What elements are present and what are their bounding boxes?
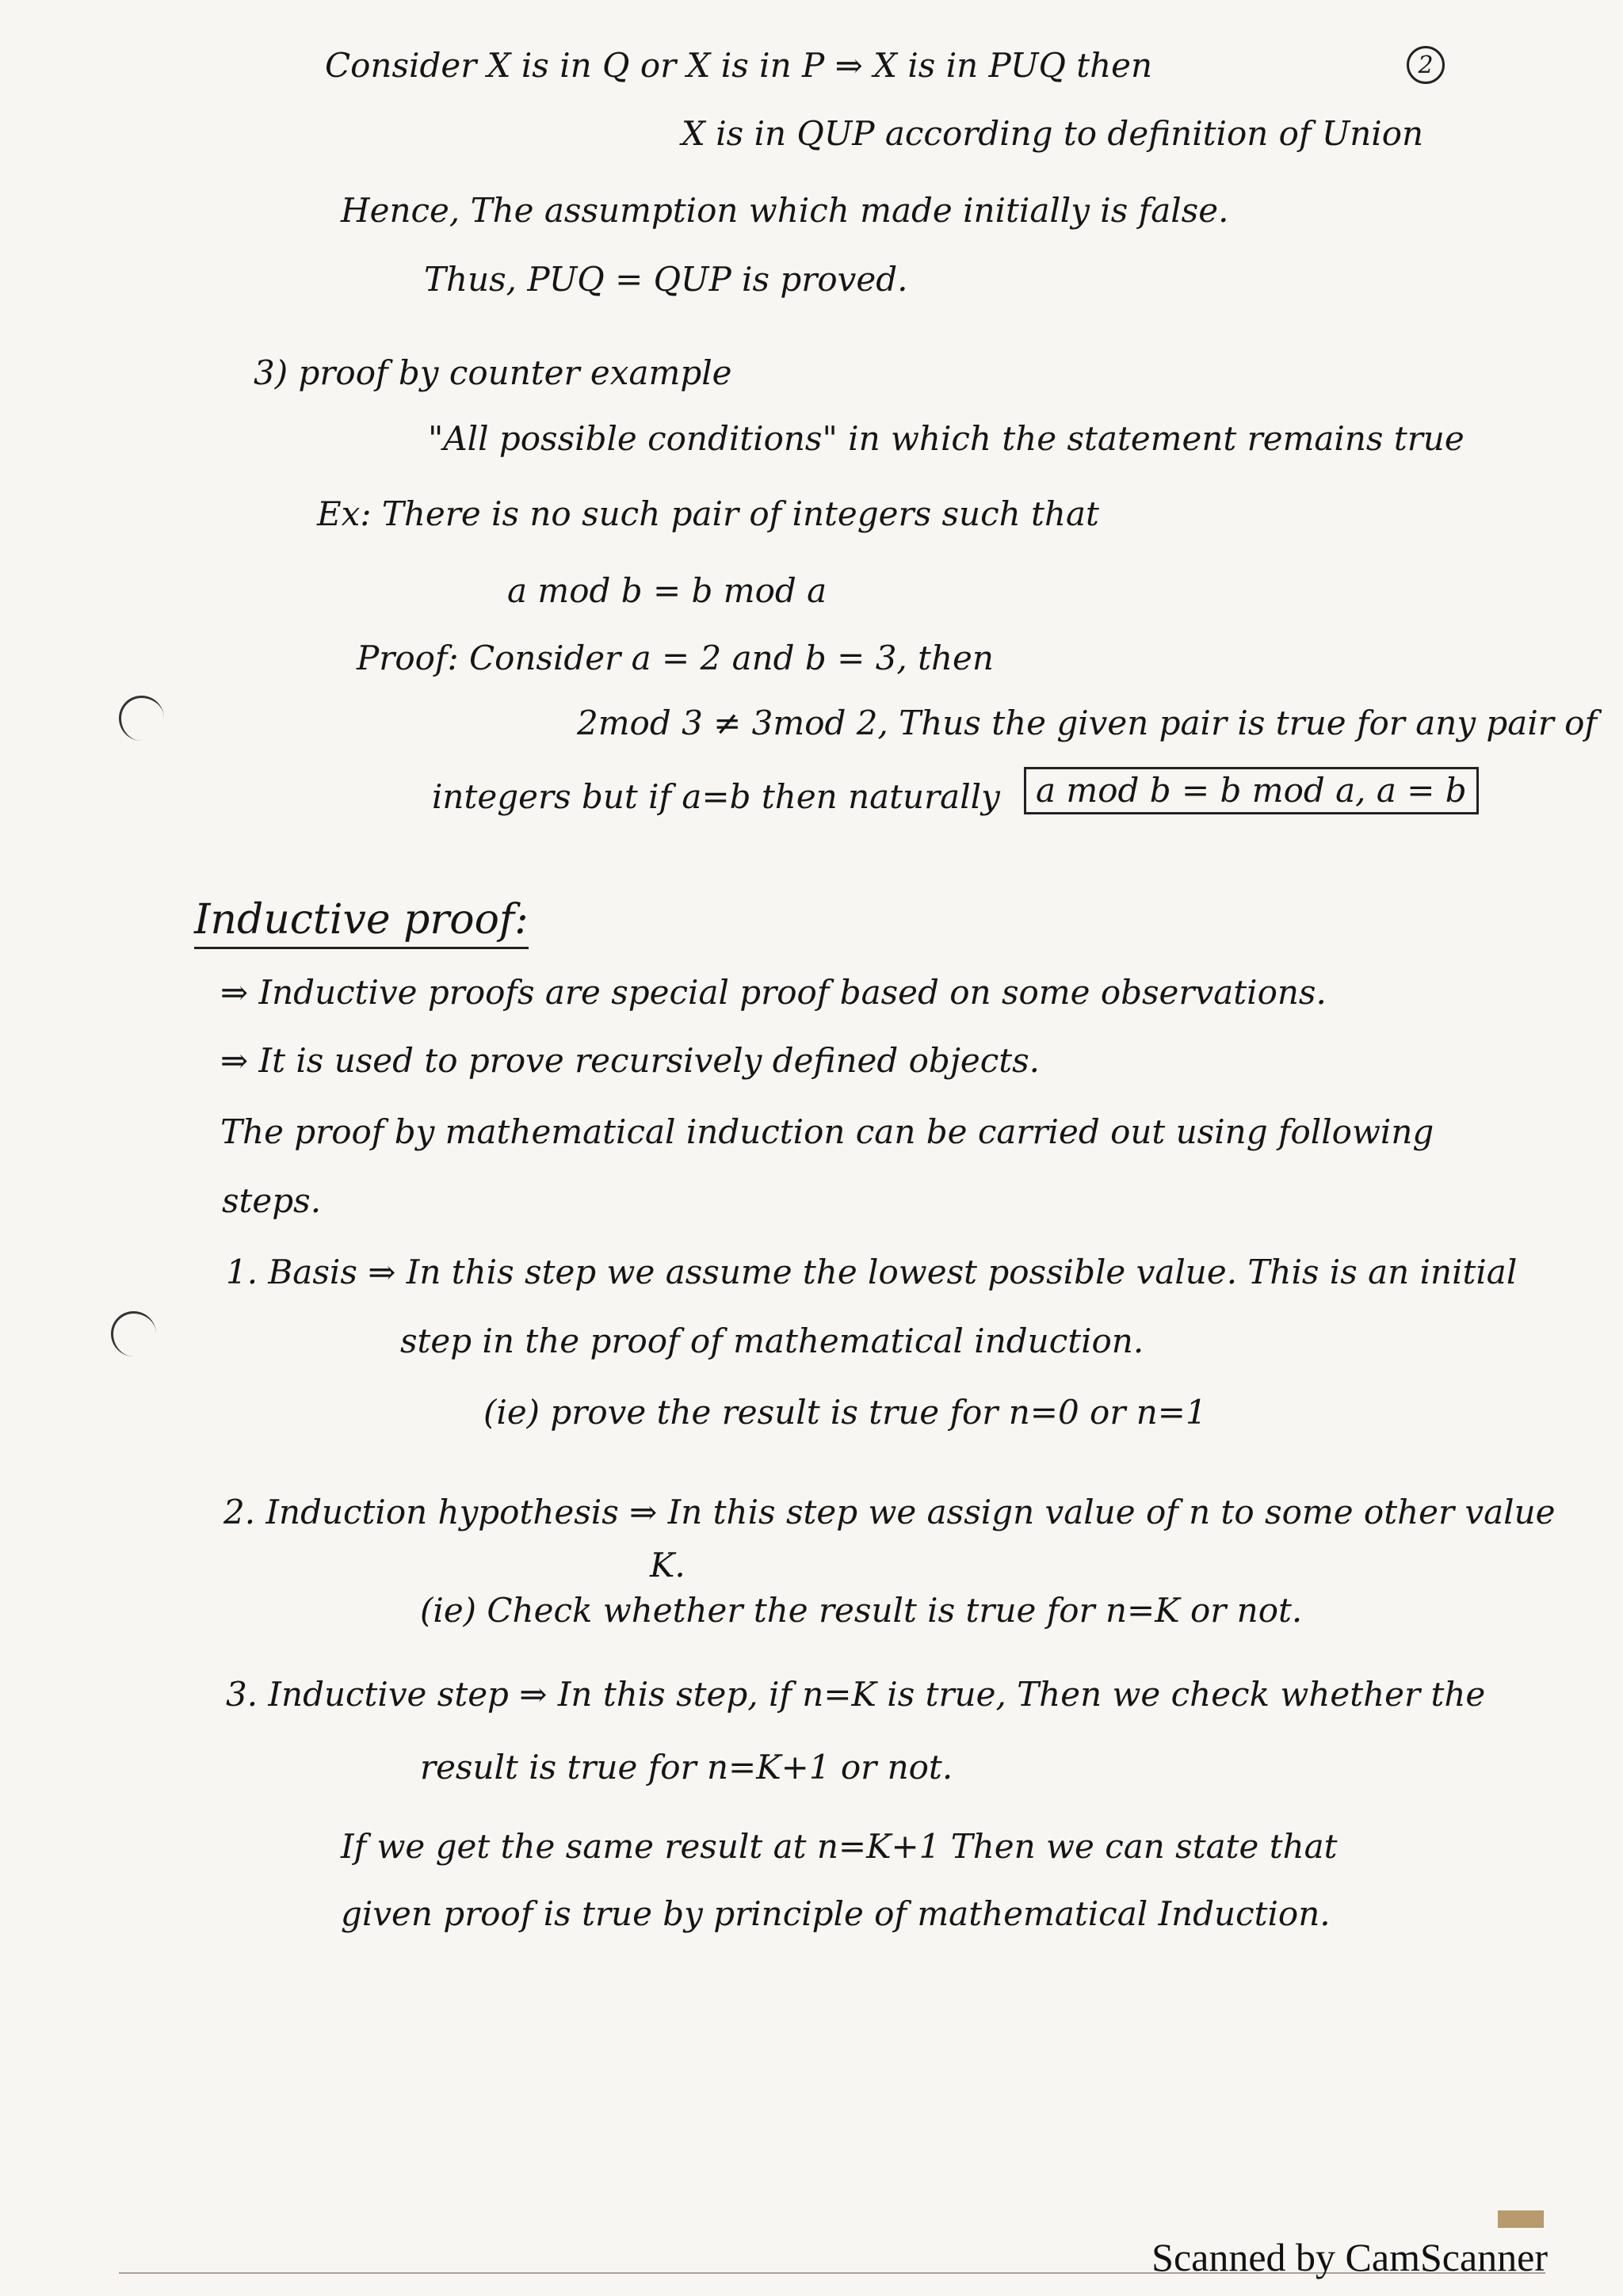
text-line: Thus, PUQ = QUP is proved. bbox=[424, 260, 908, 299]
heading-text: Inductive proof: bbox=[194, 896, 529, 949]
text-line: "All possible conditions" in which the statement remains true bbox=[428, 419, 1465, 458]
text-line: 2mod 3 ≠ 3mod 2, Thus the given pair is true for any pair of bbox=[577, 704, 1598, 742]
page-number: 2 bbox=[1407, 46, 1445, 84]
scanner-watermark: Scanned by CamScanner bbox=[1151, 2235, 1548, 2279]
step-basis: 1. Basis ⇒ In this step we assume the lowest possible value. This is an initial bbox=[226, 1253, 1518, 1291]
boxed-equation: a mod b = b mod a, a = b bbox=[1024, 767, 1479, 814]
text-line: Ex: There is no such pair of integers such that bbox=[317, 494, 1099, 533]
text-line: (ie) prove the result is true for n=0 or n=1 bbox=[483, 1393, 1207, 1432]
bullet-line: ⇒ It is used to prove recursively defined objects. bbox=[220, 1041, 1041, 1080]
paper-edge-mark bbox=[1498, 2210, 1544, 2228]
binder-hole-mark bbox=[111, 1311, 156, 1356]
equation: a mod b = b mod a bbox=[507, 571, 827, 610]
text-line: integers but if a=b then naturally bbox=[432, 777, 1000, 816]
boxed-result bbox=[1024, 767, 1479, 814]
text-line: Consider X is in Q or X is in P ⇒ X is in PUQ then bbox=[325, 46, 1153, 85]
text-line: steps. bbox=[222, 1181, 322, 1220]
bullet-line: ⇒ Inductive proofs are special proof based on some observations. bbox=[220, 973, 1327, 1012]
text-line: The proof by mathematical induction can be carried out using following bbox=[220, 1112, 1434, 1151]
text-line: given proof is true by principle of mathematical Induction. bbox=[341, 1894, 1331, 1933]
text-line: Hence, The assumption which made initially is false. bbox=[341, 191, 1229, 230]
text-line: step in the proof of mathematical induction. bbox=[400, 1322, 1144, 1360]
text-line: result is true for n=K+1 or not. bbox=[420, 1748, 953, 1787]
binder-hole-mark bbox=[119, 696, 164, 741]
text-line: If we get the same result at n=K+1 Then we can state that bbox=[341, 1827, 1338, 1866]
inductive-proof-heading bbox=[194, 896, 529, 944]
section-heading: 3) proof by counter example bbox=[254, 353, 732, 392]
text-line: K. bbox=[650, 1546, 685, 1585]
text-line: X is in QUP according to definition of Union bbox=[682, 114, 1424, 153]
step-induction-hypothesis: 2. Induction hypothesis ⇒ In this step we assign value of n to some other value bbox=[223, 1493, 1556, 1531]
text-line: Proof: Consider a = 2 and b = 3, then bbox=[357, 639, 994, 677]
step-inductive: 3. Inductive step ⇒ In this step, if n=K is true, Then we check whether the bbox=[226, 1675, 1486, 1714]
text-line: (ie) Check whether the result is true for n=K or not. bbox=[420, 1591, 1303, 1630]
